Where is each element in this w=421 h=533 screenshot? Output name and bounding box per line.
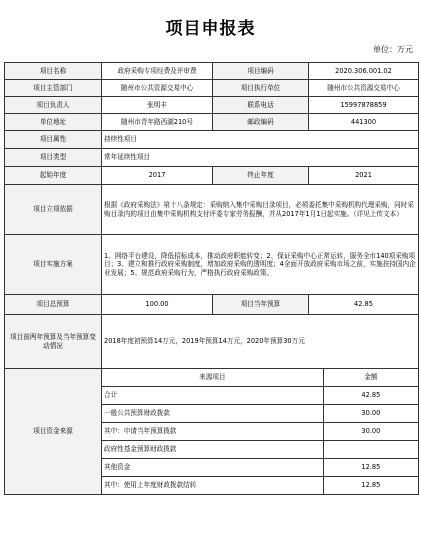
- fund-amount: [323, 441, 418, 459]
- fund-amount: 12.85: [361, 481, 381, 490]
- fund-source: 一般公共预算财政拨款: [102, 405, 323, 423]
- fund-amount: 30.00: [323, 423, 418, 441]
- fund-source: 合计: [102, 387, 323, 405]
- table-row: [5, 369, 419, 495]
- addr-value: 随州市青年路西湖210号: [102, 114, 213, 131]
- table-row: [5, 315, 419, 369]
- table-row: [5, 149, 419, 167]
- project-table: [4, 62, 419, 495]
- fund-amount: 30.00: [323, 405, 418, 423]
- page-title: 项目申报表: [165, 19, 256, 39]
- fund-header-amount: 金额: [323, 369, 418, 387]
- post-label: 邮政编码: [213, 114, 309, 131]
- plan-value: 1、网络平台建设，降低招标成本，推动政府职能转变；2、保证采购中心正常运转，服务全市140项采购项目；3、建立和推行政府采购制度，增加政府采购的透明度；4全面开放政府采购市场之前，实施扶持国内企业发展；5、规范政府采购行为，严格执行政府采购政策。: [102, 235, 419, 295]
- name-value: 政府采购专项经费及评审费: [102, 63, 213, 80]
- fund-header-row: [102, 369, 418, 387]
- type-value: 常年延续性项目: [102, 149, 419, 167]
- fund-row: [102, 405, 418, 423]
- table-row: [5, 235, 419, 295]
- end-label: 终止年度: [213, 167, 309, 185]
- table-row: [5, 295, 419, 315]
- exec-label: 项目执行单位: [213, 80, 309, 97]
- table-row: [5, 185, 419, 235]
- attr-value: 持续性项目: [102, 131, 419, 149]
- total-value: 100.00: [102, 295, 213, 315]
- cur-label: 项目当年预算: [213, 295, 309, 315]
- fund-table: [102, 369, 418, 494]
- basis-label: 项目立项依据: [5, 185, 102, 235]
- prev-label: 项目前两年预算及当年预算变动情况: [5, 315, 102, 369]
- code-label: 项目编码: [213, 63, 309, 80]
- fund-source: 其中：使用上年度财政拨款结转: [102, 477, 323, 495]
- start-label: 起始年度: [5, 167, 102, 185]
- attr-label: 项目属性: [5, 131, 102, 149]
- fund-amount: 42.85: [323, 387, 418, 405]
- table-row: [5, 167, 419, 185]
- end-value: 2021: [309, 167, 419, 185]
- fund-amount: 12.85: [323, 459, 418, 477]
- exec-value: 随州市公共资源交易中心: [309, 80, 419, 97]
- table-row: [5, 114, 419, 131]
- table-row: [5, 63, 419, 80]
- fund-label: 项目资金来源: [5, 369, 102, 495]
- fund-source: 政府性基金预算财政拨款: [102, 441, 323, 459]
- phone-value: 15997878859: [309, 97, 419, 114]
- unit-label: 单位：万元: [373, 45, 413, 54]
- total-label: 项目总预算: [5, 295, 102, 315]
- fund-row: [102, 477, 418, 495]
- fund-row: [102, 441, 418, 459]
- table-row: [5, 131, 419, 149]
- table-row: [5, 80, 419, 97]
- prev-value: 2018年度初预算14万元，2019年预算14万元，2020年预算30万元: [102, 315, 419, 369]
- cur-value: 42.85: [309, 295, 419, 315]
- post-value: 441300: [309, 114, 419, 131]
- fund-source: 其他资金: [102, 459, 323, 477]
- dept-label: 项目主管部门: [5, 80, 102, 97]
- plan-label: 项目实施方案: [5, 235, 102, 295]
- name-label: 项目名称: [5, 63, 102, 80]
- fund-row: [102, 423, 418, 441]
- type-label: 项目类型: [5, 149, 102, 167]
- fund-header-source: 来源项目: [102, 369, 323, 387]
- leader-label: 项目负责人: [5, 97, 102, 114]
- table-row: [5, 97, 419, 114]
- fund-cell: [102, 369, 419, 495]
- dept-value: 随州市公共资源交易中心: [102, 80, 213, 97]
- start-value: 2017: [102, 167, 213, 185]
- fund-row: [102, 387, 418, 405]
- fund-source: 其中：申请当年预算拨款: [102, 423, 323, 441]
- addr-label: 单位地址: [5, 114, 102, 131]
- phone-label: 联系电话: [213, 97, 309, 114]
- code-value: 2020.306.001.02: [309, 63, 419, 80]
- basis-value: 根据《政府采购法》第十八条规定：采购纳入集中采购目录项目，必须委托集中采购机构代理采购，同时采购目录内的项目由集中采购机构支付评委专家劳务报酬，并从2017年1月1日起实施。（详见上传文本）: [102, 185, 419, 235]
- leader-value: 张明丰: [102, 97, 213, 114]
- fund-row: [102, 459, 418, 477]
